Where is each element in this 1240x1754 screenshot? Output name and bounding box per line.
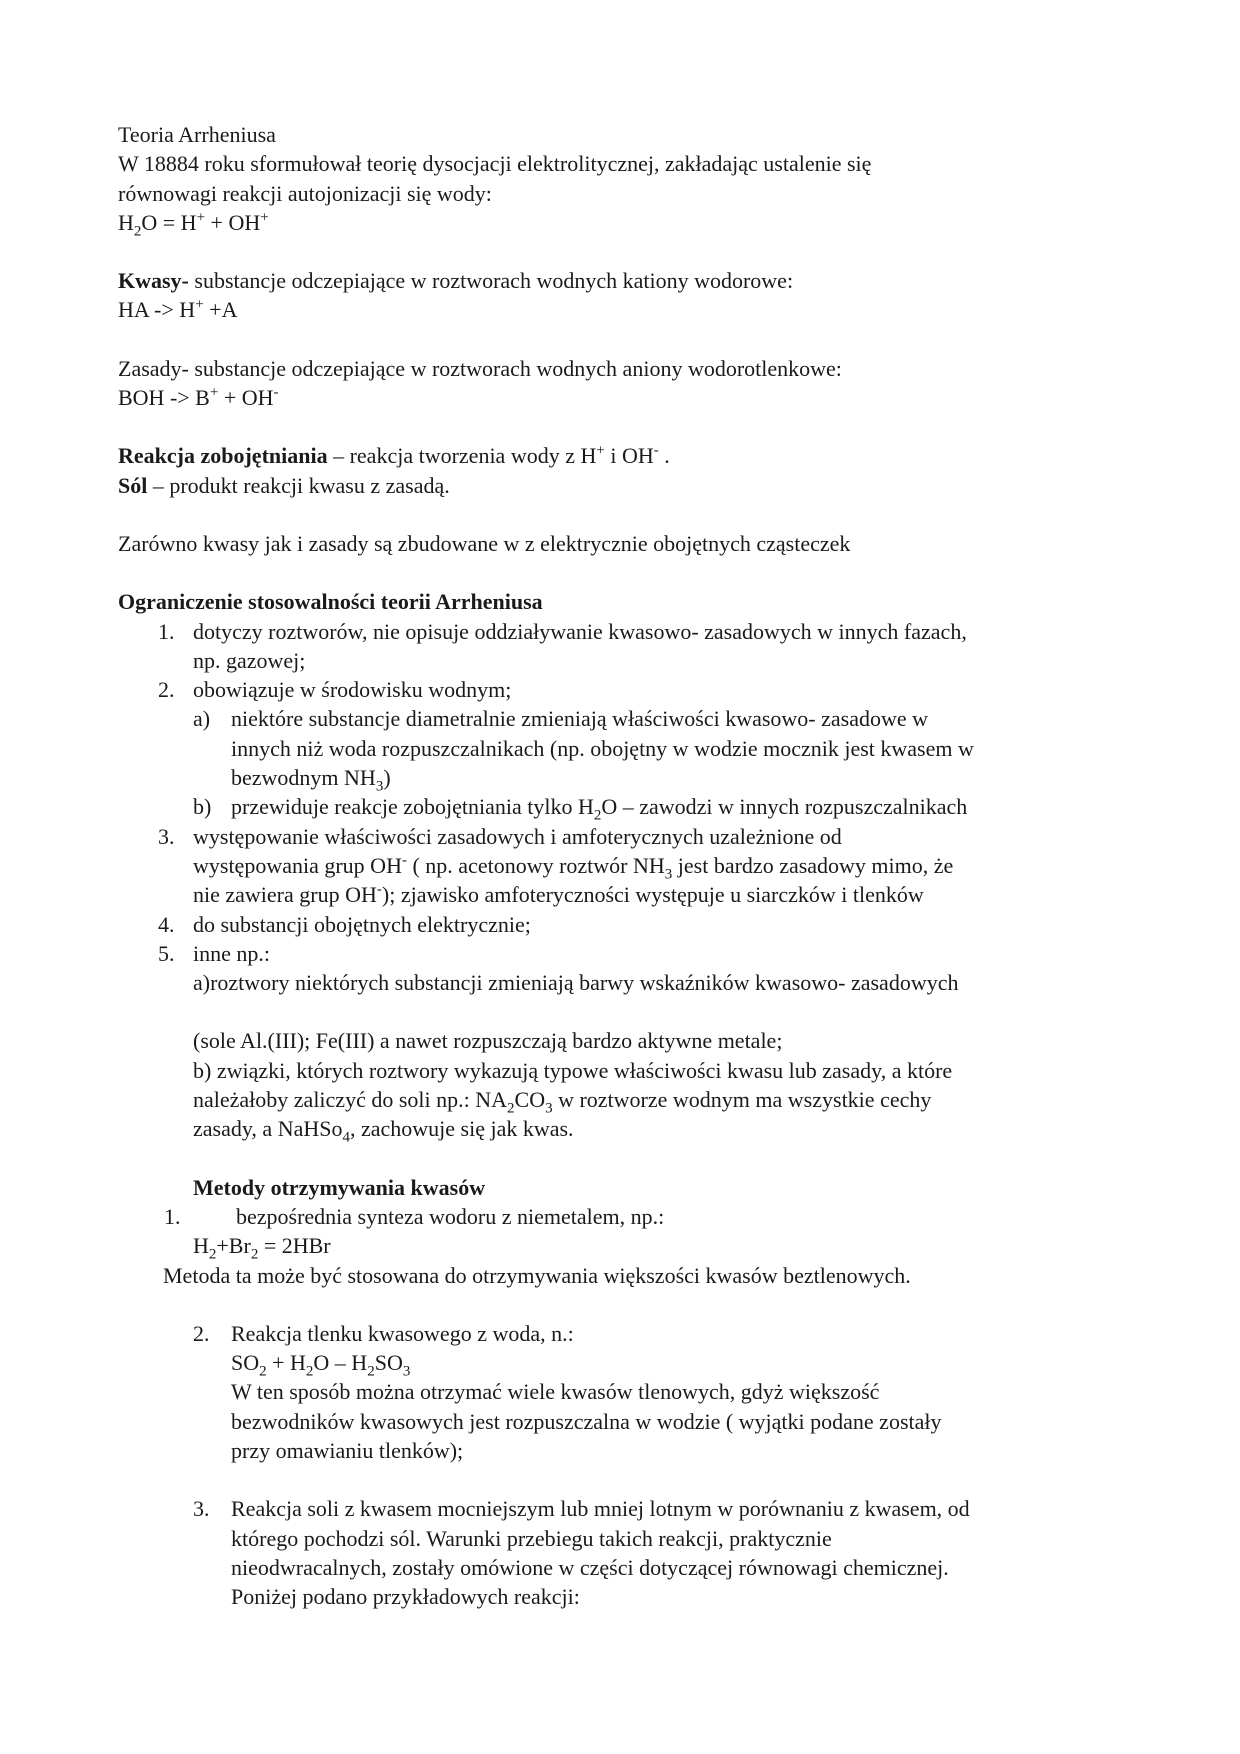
list-item-2b: b) przewiduje reakcje zobojętniania tylko $H_2O$ – zawodzi w innych rozpuszczalnikach (193, 794, 968, 824)
metody-item-1-note: Metoda ta może być stosowana do otrzymywania większości kwasów beztlenowych. (163, 1262, 911, 1288)
intro-line-1: W 18884 roku sformułował teorię dysocjacji elektrolitycznej, zakładając ustalenie się (118, 151, 872, 177)
kwasy-definition: Kwasy- substancje odczepiające w roztworach wodnych kationy wodorowe: (118, 268, 794, 294)
document-page (118, 120, 1128, 1611)
list-item-3: 3. występowanie właściwości zasadowych i amfoterycznych uzależnione od występowania grup OH- ( np. acetonowy roztwór $NH_3$ jest bardzo zasadowy mimo, że nie zawiera grup OH-); zjawisko amfoteryczności występuje u siarczków i tlenków (158, 823, 954, 908)
list-item-2a: a) niektóre substancje diametralnie zmieniają właściwości kwasowo- zasadowe w innych niż woda rozpuszczalnikach (np. obojętny w wodzie mocznik jest kwasem w bezwodnym $NH_3$) (193, 706, 974, 795)
intro-line-2: równowagi reakcji autojonizacji się wody: (118, 180, 492, 206)
reakcja-definition: Reakcja zobojętniania – reakcja tworzenia wody z H+ i OH- . (118, 443, 670, 469)
zasady-definition: Zasady- substancje odczepiające w roztworach wodnych aniony wodorotlenkowe: (118, 355, 842, 381)
list-item-2: 2. obowiązuje w środowisku wodnym; (158, 677, 512, 703)
metody-heading: Metody otrzymywania kwasów (193, 1174, 486, 1200)
metody-item-2: 2. Reakcja tlenku kwasowego z woda, n.: $SO_2 + H_2O - H_2SO_3$ W ten sposób można otrzymać wiele kwasów tlenowych, gdyż większość bezwodników kwasowych jest rozpuszczalna w wodzie ( wyjątki podane zostały przy omawianiu tlenków); (193, 1320, 942, 1463)
equation-zasady: BOH -> B+ + OH- (118, 384, 279, 411)
list-item-5: 5. inne np.: a)roztwory niektórych substancji zmieniają barwy wskaźników kwasowo- zasadowych (sole Al.(III); Fe(III) a nawet rozpuszczają bardzo aktywne metale; b) związki, których roztwory wykazują typowe właściwości kwasu lub zasady, a które należałoby zaliczyć do soli np.: $NA_2CO_3$ w roztworze wodnym ma wszystkie cechy zasady, a NaHSo$_4$, zachowuje się jak kwas. (158, 940, 959, 1146)
zarowno-statement: Zarówno kwasy jak i zasady są zbudowane w z elektrycznie obojętnych cząsteczek (118, 530, 851, 556)
equation-water: $H_2O = H^+ + OH^+$ (118, 209, 269, 240)
sol-definition: Sól – produkt reakcji kwasu z zasadą. (118, 472, 450, 498)
list-item-1: 1. dotyczy roztworów, nie opisuje oddziaływanie kwasowo- zasadowych w innych fazach, np. gazowej; (158, 618, 967, 673)
metody-item-1: 1. bezpośrednia synteza wodoru z niemetalem, np.: (164, 1203, 665, 1229)
ograniczenie-heading: Ograniczenie stosowalności teorii Arrheniusa (118, 589, 543, 615)
metody-item-3: 3. Reakcja soli z kwasem mocniejszym lub mniej lotnym w porównaniu z kwasem, od którego pochodzi sól. Warunki przebiegu takich reakcji, praktycznie nieodwracalnych, zostały omówione w części dotyczącej równowagi chemicznej. Poniżej podano przykładowych reakcji: (193, 1496, 970, 1610)
page-title: Teoria Arrheniusa (118, 122, 276, 147)
list-item-4: 4. do substancji obojętnych elektrycznie; (158, 911, 531, 937)
equation-kwasy: HA -> H+ +A (118, 297, 238, 323)
equation-hbr: $H_2+Br_2 = 2HBr$ (193, 1233, 331, 1263)
